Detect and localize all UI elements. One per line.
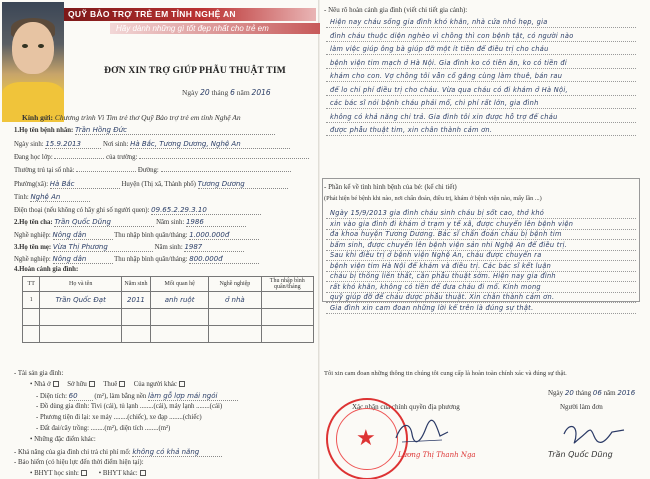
district-value[interactable]: Tương Dương [198, 180, 288, 189]
father-row: 2.Họ tên cha: Trần Quốc Dũng Năm sinh: 1986 [14, 218, 246, 227]
handwritten-line[interactable]: Ngày 15/9/2013 gia đình cháu sinh cháu bị sốt cao, thở khó [330, 209, 545, 217]
residence-row: Thường trú tại số nhà: Đường: [14, 167, 291, 174]
handwritten-line[interactable]: đình cháu thuộc diện nghèo vì chồng thì con bệnh tật, có người nào [330, 31, 574, 40]
patient-name-row: 1.Họ tên bệnh nhân: Trần Hồng Đức [14, 126, 275, 135]
area-value[interactable]: 60 [69, 392, 93, 401]
area-row: - Diện tích: 60 (m²), làm bằng nền làm gỗ lợp mái ngói [36, 392, 238, 401]
ruled-line [326, 54, 636, 55]
patient-name[interactable]: Trần Hồng Đức [75, 126, 275, 135]
ward-value[interactable]: Hà Bắc [50, 180, 120, 189]
addressee: Kính gửi: Chương trình Vì Tim trẻ thơ Quỹ Bảo trợ trẻ em tỉnh Nghệ An [22, 113, 241, 122]
star-icon: ★ [356, 426, 376, 451]
table-row: 1 Trần Quốc Đạt 2011 anh ruột ở nhà [23, 292, 314, 309]
applicant-name: Trần Quốc Dũng [548, 450, 613, 459]
org-banner [64, 8, 316, 21]
birthplace-value[interactable]: Hà Bắc, Tương Dương, Nghệ An [130, 140, 290, 149]
handwritten-line[interactable]: Hiện nay cháu sống gia đình khó khăn, nhà cửa nhỏ hẹp, gia [330, 18, 548, 26]
form-title: ĐƠN XIN TRỢ GIÚP PHẪU THUẬT TIM [104, 66, 286, 76]
handwritten-line[interactable]: Gia đình xin cam đoan những lời kể trên là đúng sự thật. [330, 303, 534, 312]
relative-checkbox[interactable] [179, 381, 185, 387]
province-row: Tỉnh: Nghệ An [14, 193, 90, 202]
rent-checkbox[interactable] [119, 381, 125, 387]
wall-value[interactable]: làm gỗ lợp mái ngói [148, 392, 238, 401]
org-name: QUỸ BẢO TRỢ TRẺ EM TỈNH NGHỆ AN [68, 9, 236, 19]
hardship-value[interactable]: không có khả năng [132, 448, 222, 457]
ruled-line [326, 68, 636, 69]
father-job[interactable]: Nông dân [53, 231, 113, 240]
province-value[interactable]: Nghệ An [30, 193, 90, 202]
handwritten-line[interactable]: để lo chi phí điều trị cho cháu. Vừa qua cháu có đi khám ở Hà Nội, [330, 85, 568, 94]
father-name[interactable]: Trần Quốc Dũng [54, 218, 154, 227]
handwritten-line[interactable]: các bác sĩ nói bệnh cháu phải mổ, chi phí rất lớn, gia đình [330, 99, 539, 107]
mother-job[interactable]: Nông dân [53, 255, 113, 264]
school-row: Đang học lớp: của trường: [14, 154, 309, 161]
ward-row: Phường(xã): Hà Bắc Huyện (Thị xã, Thành phố) Tương Dương [14, 180, 288, 189]
house-checkbox[interactable] [53, 381, 59, 387]
ruled-line [326, 27, 636, 28]
ruled-line [326, 122, 636, 123]
ruled-line [326, 95, 636, 96]
handwritten-line[interactable]: bẩm sinh, được chuyển lên bệnh viện sản nhi Nghệ An để điều trị. [330, 240, 568, 249]
hardship-row: - Khả năng của gia đình chi trả chi phí mổ: không có khả năng [14, 448, 222, 457]
form-date: Ngày 20 tháng 6 năm 2016 [182, 88, 271, 97]
sign-date: Ngày 20 tháng 06 năm 2016 [548, 389, 636, 397]
bhyt-other-checkbox[interactable] [140, 470, 146, 476]
ruled-line [326, 313, 636, 314]
handwritten-line[interactable]: quỹ giúp đỡ để cháu được phẫu thuật. Xin chân thành cảm ơn. [330, 293, 555, 301]
mother-row: 3.Họ tên mẹ: Vừa Thị Phương Năm sinh: 1987 [14, 243, 244, 252]
local-confirm-label: Xác nhận của chính quyền địa phương [352, 403, 460, 411]
illness-label: - Phần kể về tình hình bệnh của bé: (kể chi tiết) [324, 183, 457, 191]
motto-banner [110, 23, 320, 34]
mother-job-row: Nghề nghiệp: Nông dân Thu nhập bình quân/tháng: 800.000đ [14, 255, 259, 264]
vehicle-row: - Phương tiện đi lại: xe máy ........(chiếc), xe đạp ........(chiếc) [36, 414, 202, 421]
commitment-text: Tôi xin cam đoan những thông tin chúng tôi cung cấp là hoàn toàn chính xác và đúng sự thật. [324, 370, 567, 377]
dob-value[interactable]: 15.9.2013 [45, 140, 101, 149]
house-row: • Nhà ở Sở hữu Thuê Của người khác [30, 381, 185, 388]
bhyt-row: • BHYT học sinh: • BHYT khác: [30, 470, 146, 477]
handwritten-line[interactable]: được phẫu thuật tim, xin chân thành cảm ơn. [330, 126, 493, 134]
handwritten-line[interactable]: cháu bị thông liên thất, cần phẫu thuật sớm. Hiện nay gia đình [330, 272, 556, 280]
insurance-row: - Bảo hiểm (có hiệu lực đến thời điểm hiện tại): [14, 459, 144, 466]
household-table [22, 276, 314, 343]
mother-birthyear[interactable]: 1987 [184, 243, 244, 252]
handwritten-line[interactable]: không có khả năng chi trả. Gia đình tôi xin được hỗ trợ để cháu [330, 112, 558, 121]
local-signature [392, 418, 452, 448]
motto-text: Hãy dành những gì tốt đẹp nhất cho trẻ em [116, 24, 269, 33]
other-row: • Những đặc điểm khác: [30, 436, 96, 443]
father-birthyear[interactable]: 1986 [186, 218, 246, 227]
child-photo [2, 2, 64, 122]
ruled-line [326, 41, 636, 42]
handwritten-line[interactable]: bệnh viện tim mạch ở Hà Nội. Gia đình ko có tiền ăn, ko có tiền đi [330, 58, 567, 67]
handwritten-line[interactable]: rất khó khăn, không có tiền để đưa cháu đi mổ. Kính mong [330, 282, 541, 291]
mother-income[interactable]: 800.000đ [189, 255, 259, 264]
family-situation-label: - Nêu rõ hoàn cảnh gia đình (viết chi tiết gia cảnh): [324, 6, 468, 14]
handwritten-line[interactable]: xin vào gia đình đi khám ở trạm y tế xã, được chuyển lên bệnh viện [330, 219, 574, 228]
phone-row: Điện thoại (nếu không có hãy ghi số người quen): 09.65.2.29.3.10 [14, 206, 261, 215]
handwritten-line[interactable]: Sau khi điều trị ở bệnh viện Nghệ An, cháu được chuyển ra [330, 251, 542, 259]
handwritten-line[interactable]: khám cho con. Vợ chồng tôi vẫn cố gắng cùng làm thuê, bán rau [330, 72, 563, 80]
father-job-row: Nghề nghiệp: Nông dân Thu nhập bình quân/tháng: 1.000.000đ [14, 231, 259, 240]
applicant-label: Người làm đơn [560, 403, 603, 411]
table-header-row: TT Họ và tên Năm sinh Mối quan hệ Nghề nghiệp Thu nhập bình quân/tháng [23, 277, 314, 292]
handwritten-line[interactable]: làm việc giúp ông bà giúp đỡ một ít tiền để điều trị cho cháu [330, 45, 549, 53]
family-section-title: 4.Hoàn cảnh gia đình: [14, 266, 79, 273]
equipment-row: - Đồ dùng gia đình: Tivi (cái), tủ lạnh ........(cái), máy lạnh ........(cái) [36, 403, 223, 410]
handwritten-line[interactable]: bệnh viện tim Hà Nội để khám và điều trị. Các bác sĩ kết luận [330, 261, 552, 270]
father-income[interactable]: 1.000.000đ [189, 231, 259, 240]
assets-title: - Tài sản gia đình: [14, 370, 64, 377]
ruled-line [326, 81, 636, 82]
own-checkbox[interactable] [89, 381, 95, 387]
applicant-signature [560, 420, 630, 450]
dob-row: Ngày sinh: 15.9.2013 Nơi sinh: Hà Bắc, Tương Dương, Nghệ An [14, 140, 290, 149]
ruled-line [326, 135, 636, 136]
bhyt-checkbox[interactable] [81, 470, 87, 476]
land-row: - Đất đai/cây trồng: ........(m²), diện tích ........(m²) [36, 425, 171, 432]
table-row [23, 326, 314, 343]
local-signer-name: Lương Thị Thanh Nga [398, 451, 476, 459]
handwritten-line[interactable]: đa khoa huyện Tương Dương. Bác sĩ chẩn đoán cháu bị bệnh tim [330, 230, 562, 238]
table-row [23, 309, 314, 326]
ruled-line [326, 108, 636, 109]
illness-subtitle: (Phát hiện bé bệnh khi nào, nơi chẩn đoán, điều trị, khám ở bệnh viện nào, mấy lần ...) [324, 195, 542, 202]
mother-name[interactable]: Vừa Thị Phương [53, 243, 153, 252]
phone-value[interactable]: 09.65.2.29.3.10 [151, 206, 261, 215]
